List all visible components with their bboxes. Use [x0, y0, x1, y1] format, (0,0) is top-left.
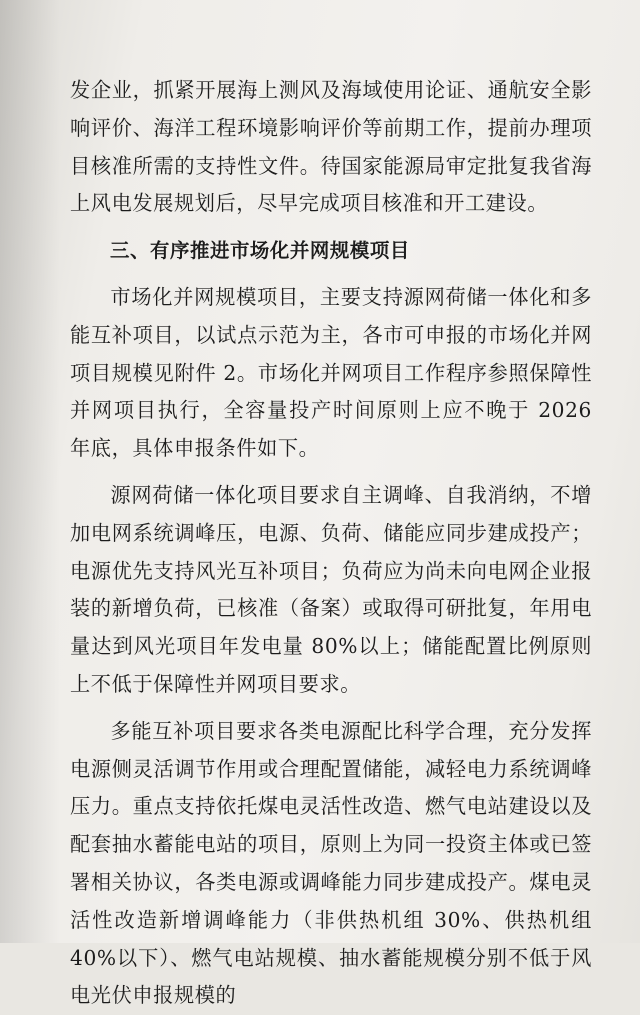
- paragraph-market-projects: 市场化并网规模项目，主要支持源网荷储一体化和多能互补项目，以试点示范为主，各市可申报的市场化并网项目规模见附件 2。市场化并网项目工作程序参照保障性并网项目执行，全容量投产时间原则上应不晚于 2026 年底，具体申报条件如下。: [70, 284, 592, 461]
- section-heading: 三、有序推进市场化并网规模项目: [110, 239, 410, 263]
- paragraph-multi-energy: 多能互补项目要求各类电源配比科学合理，充分发挥电源侧灵活调节作用或合理配置储能，减轻电力系统调峰压力。重点支持依托煤电灵活性改造、燃气电站建设以及配套抽水蓄能电站的项目，原则上为同一投资主体或已签署相关协议，各类电源或调峰能力同步建成投产。煤电灵活性改造新增调峰能力（非供热机组 30%、供热机组 40%以下）、燃气电站规模、抽水蓄能规模分别不低于风电光伏申报规模的: [70, 718, 592, 1008]
- document-body: [70, 72, 592, 1015]
- paragraph-source-grid-load-storage: 源网荷储一体化项目要求自主调峰、自我消纳，不增加电网系统调峰压，电源、负荷、储能应同步建成投产；电源优先支持风光互补项目；负荷应为尚未向电网企业报装的新增负荷，已核准（备案）或取得可研批复，年用电量达到风光项目年发电量 80%以上；储能配置比例原则上不低于保障性并网项目要求。: [70, 482, 592, 696]
- page-edge-shadow: [0, 0, 60, 943]
- paragraph-continuation: 发企业，抓紧开展海上测风及海域使用论证、通航安全影响评价、海洋工程环境影响评价等前期工作，提前办理项目核准所需的支持性文件。待国家能源局审定批复我省海上风电发展规划后，尽早完成项目核准和开工建设。: [70, 78, 592, 216]
